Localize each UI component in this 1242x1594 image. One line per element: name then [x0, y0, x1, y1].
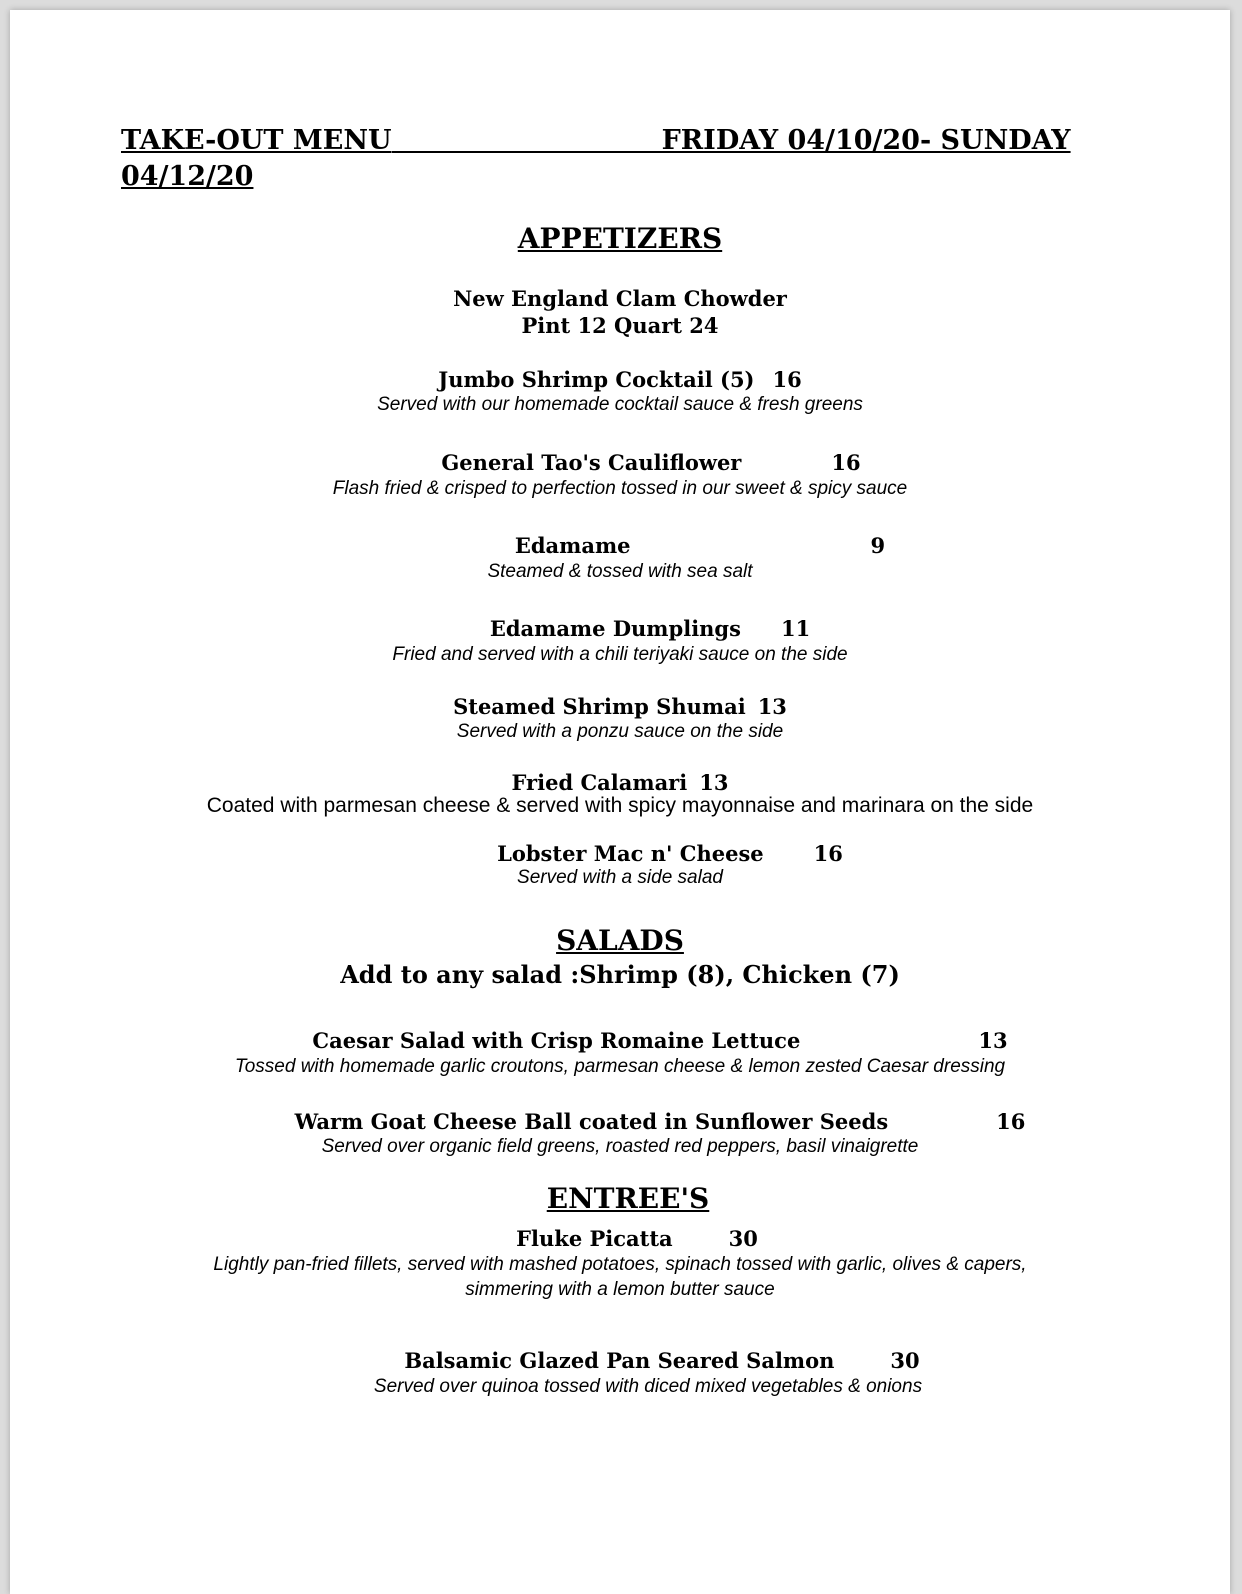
item-name: Jumbo Shrimp Cocktail (5): [438, 367, 755, 392]
menu-page: [10, 10, 1230, 1594]
item-name: Lobster Mac n' Cheese: [497, 841, 764, 866]
item-name: Fried Calamari: [511, 770, 688, 795]
item-desc-cauliflower: Flash fried & crisped to perfection tossed in our sweet & spicy sauce: [332, 478, 908, 499]
menu-dates-line2: 04/12/20: [121, 161, 254, 192]
item-name: Edamame Dumplings: [489, 616, 741, 641]
item-price: 13: [978, 1028, 1008, 1053]
item-desc-lobster-mac: Served with a side salad: [517, 867, 723, 888]
menu-dates-line1: FRIDAY 04/10/20- SUNDAY: [661, 125, 1071, 156]
item-price: 30: [890, 1348, 920, 1373]
item-desc-shrimp-shumai: Served with a ponzu sauce on the side: [456, 721, 784, 742]
item-name: Warm Goat Cheese Ball coated in Sunflower Seeds: [294, 1109, 889, 1134]
item-desc-fluke-picatta-line2: simmering with a lemon butter sauce: [465, 1279, 775, 1300]
item-price: 9: [870, 533, 886, 558]
item-desc-calamari: Coated with parmesan cheese & served with spicy mayonnaise and marinara on the side: [206, 794, 1034, 817]
item-desc-edamame-dumplings: Fried and served with a chili teriyaki sauce on the side: [392, 644, 848, 665]
item-price: 13: [699, 770, 729, 795]
menu-item-edamame-dumplings: [10, 616, 1230, 641]
menu-item-cauliflower: [10, 450, 1230, 475]
item-price: 16: [772, 367, 802, 392]
menu-item-edamame: [10, 533, 1230, 558]
header-underline-gap: [392, 127, 662, 153]
menu-item-shrimp-shumai: [10, 694, 1230, 719]
item-desc-shrimp-cocktail: Served with our homemade cocktail sauce & fresh greens: [377, 394, 863, 415]
item-desc-goat-cheese: Served over organic field greens, roasted red peppers, basil vinaigrette: [321, 1136, 919, 1157]
salads-subtitle: Add to any salad :Shrimp (8), Chicken (7): [340, 960, 900, 989]
item-desc-edamame: Steamed & tossed with sea salt: [487, 561, 753, 582]
menu-item-salmon: [10, 1348, 1230, 1373]
item-price: 16: [996, 1109, 1026, 1134]
item-name: Steamed Shrimp Shumai: [453, 694, 746, 719]
item-name: General Tao's Cauliflower: [441, 450, 742, 475]
section-title-appetizers: APPETIZERS: [517, 222, 723, 255]
item-price: 13: [757, 694, 787, 719]
item-price: 11: [780, 616, 811, 641]
item-price: 16: [831, 450, 861, 475]
item-name-clam-chowder: New England Clam Chowder: [453, 286, 787, 311]
menu-item-calamari: [10, 770, 1230, 795]
item-name: Balsamic Glazed Pan Seared Salmon: [404, 1348, 835, 1373]
item-desc-salmon: Served over quinoa tossed with diced mixed vegetables & onions: [373, 1376, 923, 1397]
section-title-salads: SALADS: [556, 924, 684, 957]
item-price: 30: [728, 1226, 758, 1251]
item-price-clam-chowder: Pint 12 Quart 24: [521, 313, 719, 338]
item-desc-caesar-salad: Tossed with homemade garlic croutons, parmesan cheese & lemon zested Caesar dressing: [234, 1056, 1006, 1077]
menu-item-fluke-picatta: [10, 1226, 1230, 1251]
item-desc-fluke-picatta-line1: Lightly pan-fried fillets, served with mashed potatoes, spinach tossed with garlic, olives & capers,: [213, 1254, 1027, 1275]
menu-item-shrimp-cocktail: [10, 367, 1230, 392]
menu-item-goat-cheese: [10, 1109, 1230, 1134]
menu-title: TAKE-OUT MENU: [121, 125, 392, 156]
item-name: Caesar Salad with Crisp Romaine Lettuce: [312, 1028, 801, 1053]
menu-item-caesar-salad: [10, 1028, 1230, 1053]
menu-item-lobster-mac: [10, 841, 1230, 866]
section-title-entrees: ENTREE'S: [546, 1182, 710, 1215]
item-name: Edamame: [514, 533, 631, 558]
item-name: Fluke Picatta: [516, 1226, 673, 1251]
item-price: 16: [813, 841, 843, 866]
menu-header: [121, 123, 1111, 195]
